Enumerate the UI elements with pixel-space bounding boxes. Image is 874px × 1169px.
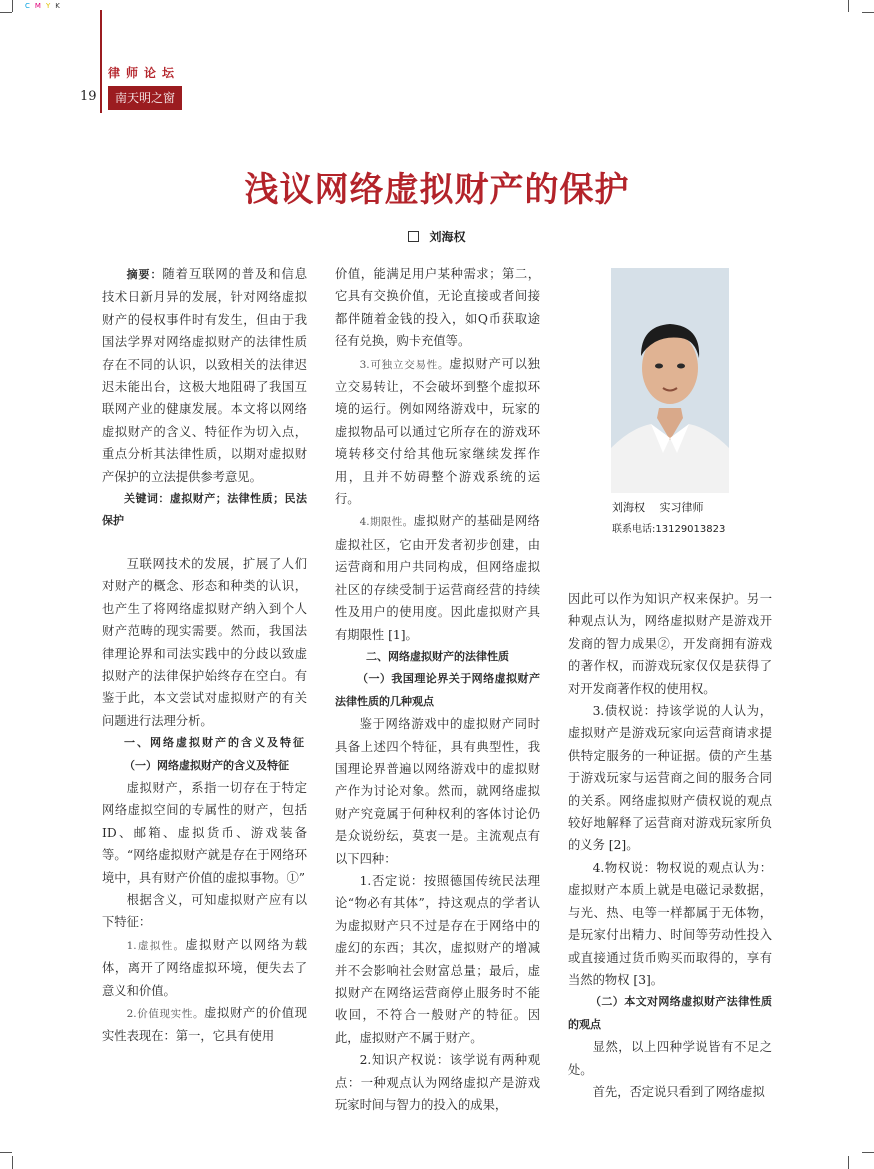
cmyk-k: K (55, 2, 65, 10)
abstract-label: 摘要： (126, 268, 163, 281)
crop-mark (848, 0, 849, 12)
feature-3 (335, 353, 540, 511)
feature-2 (102, 1002, 307, 1048)
column-3 (568, 588, 772, 1103)
view-3: 3.债权说：持该学说的人认为，虚拟财产是游戏玩家向运营商请求提供特定服务的一种证据。债的产生基于游戏玩家与运营商之间的服务合同的关系。网络虚拟财产债权说的观点较好地解释了运营商对游戏玩家所负的义务 [2]。 (568, 704, 772, 853)
feature-2-text: 虚拟财产的价值现实性表现在：第一，它具有使用 (102, 1006, 307, 1044)
analysis-paragraph-1: 显然，以上四种学说皆有不足之处。 (568, 1040, 772, 1077)
subheading-1-1: （一）网络虚拟财产的含义及特征 (124, 758, 289, 772)
cmyk-c: C (25, 2, 35, 10)
feature-1 (102, 934, 307, 1002)
view-4: 4.物权说：物权说的观点认为：虚拟财产本质上就是电磁记录数据，与光、热、电等一样都属于无体物，是玩家付出精力、时间等劳动性投入或直接通过货币购买而取得的，享有当然的物权 [3]。 (568, 860, 772, 987)
cmyk-registration (25, 2, 65, 10)
cmyk-m: M (34, 2, 46, 10)
author-caption: 刘海权 实习律师 (612, 501, 704, 514)
spacer (102, 533, 307, 553)
section-heading-2: 二、网络虚拟财产的法律性质 (366, 649, 509, 663)
definition-paragraph: 虚拟财产，系指一切存在于特定网络虚拟空间的专属性的财产，包括ID、邮箱、虚拟货币、游戏装备等。“网络虚拟财产就是存在于网络环境中，具有财产价值的虚拟事物。①” (102, 780, 307, 885)
article-author (0, 228, 874, 245)
features-intro: 根据含义，可知虚拟财产应有以下特征： (102, 892, 307, 930)
column-2 (335, 263, 540, 1116)
feature-4-text: 虚拟财产的基础是网络虚拟社区，它由开发者初步创建，由运营商和用户共同构成，但网络虚拟社区的存续受制于运营商经营的持续性及用户的使用度。因此虚拟财产具有期限性 [1]。 (335, 514, 540, 642)
column-1 (102, 263, 307, 1048)
feature-3-label: 3.可独立交易性。 (359, 358, 450, 371)
view-2-continued: 因此可以作为知识产权来保护。另一种观点认为，网络虚拟财产是游戏开发商的智力成果②，开发商拥有游戏的著作权，而游戏玩家仅仅是获得了对开发商著作权的使用权。 (568, 592, 772, 696)
intro-paragraph: 互联网技术的发展，扩展了人们对财产的概念、形态和种类的认识，也产生了将网络虚拟财产纳入到个人财产范畴的现实需要。然而，我国法律理论界和司法实践中的分歧以致虚拟财产的法律保护始终存在空白。有鉴于此，本文尝试对虚拟财产的有关问题进行法理分析。 (102, 556, 307, 728)
author-photo (611, 268, 729, 493)
section-label: 律师论坛 (108, 66, 181, 80)
square-icon (408, 231, 419, 242)
feature-4-label: 4.期限性。 (359, 516, 414, 529)
feature-4 (335, 510, 540, 645)
crop-mark (12, 0, 13, 12)
feature-2-continued: 价值，能满足用户某种需求；第二，它具有交换价值，无论直接或者间接都伴随着金钱的投入，如Q币获取途径有兑换，购卡充值等。 (335, 267, 540, 349)
portrait-icon (611, 268, 729, 493)
crop-mark (862, 12, 874, 13)
article-title: 浅议网络虚拟财产的保护 (244, 170, 630, 210)
column-name-box: 南天明之窗 (108, 86, 182, 110)
crop-mark (0, 1152, 12, 1153)
section-heading-1: 一、网络虚拟财产的含义及特征 (124, 736, 306, 750)
cmyk-y: Y (45, 2, 56, 10)
crop-mark (848, 1156, 849, 1169)
feature-3-text: 虚拟财产可以独立交易转让，不会破坏到整个虚拟环境的运行。例如网络游戏中，玩家的虚拟物品可以通过它所存在的游戏环境转移交付给其他玩家继续发挥作用，且并不妨碍整个游戏系统的运行。 (335, 356, 540, 507)
subheading-2-1: （一）我国理论界关于网络虚拟财产法律性质的几种观点 (335, 672, 540, 708)
analysis-paragraph-2: 首先，否定说只看到了网络虚拟 (592, 1084, 765, 1099)
view-1: 1.否定说：按照德国传统民法理论“物必有其体”，持这观点的学者认为虚拟财产只不过是存在于网络中的虚幻的东西；其次，虚拟财产的增减并不会影响社会财富总量；最后，虚拟财产在网络运营商停止服务时不能收回，不符合一般财产的特征。因此，虚拟财产不属于财产。 (335, 873, 540, 1045)
crop-mark (0, 12, 12, 13)
keywords: 关键词：虚拟财产；法律性质；民法保护 (102, 492, 307, 528)
feature-1-text: 虚拟财产以网络为载体，离开了网络虚拟环境，便失去了意义和价值。 (102, 937, 307, 998)
view-2: 2.知识产权说：该学说有两种观点：一种观点认为网络虚拟产是游戏玩家时间与智力的投入的成果， (335, 1053, 540, 1113)
feature-1-label: 1.虚拟性。 (126, 939, 186, 952)
page-number: 19 (80, 89, 97, 104)
abstract (102, 263, 307, 488)
crop-mark (12, 1156, 13, 1169)
views-intro: 鉴于网络游戏中的虚拟财产同时具备上述四个特征，具有典型性，我国理论界普遍以网络游戏中的虚拟财产作为讨论对象。然而，就网络虚拟财产究竟属于何种权利的客体讨论仍是众说纷纭，莫衷一是。主流观点有以下四种： (335, 717, 540, 866)
abstract-text: 随着互联网的普及和信息技术日新月异的发展，针对网络虚拟财产的侵权事件时有发生，但由于我国法学界对网络虚拟财产的法律性质存在不同的认识，以致相关的法律迟迟未能出台，这极大地阻碍了我国互联网产业的健康发展。本文将以网络虚拟财产的含义、特征作为切入点，重点分析其法律性质，以期对虚拟财产保护的立法提供参考意见。 (102, 267, 307, 484)
crop-mark (862, 1152, 874, 1153)
header-rule (100, 10, 102, 113)
feature-2-label: 2.价值现实性。 (126, 1008, 205, 1020)
author-name: 刘海权 (429, 230, 466, 244)
author-phone: 联系电话:13129013823 (612, 524, 726, 535)
subheading-2-2: （二）本文对网络虚拟财产法律性质的观点 (568, 995, 772, 1031)
